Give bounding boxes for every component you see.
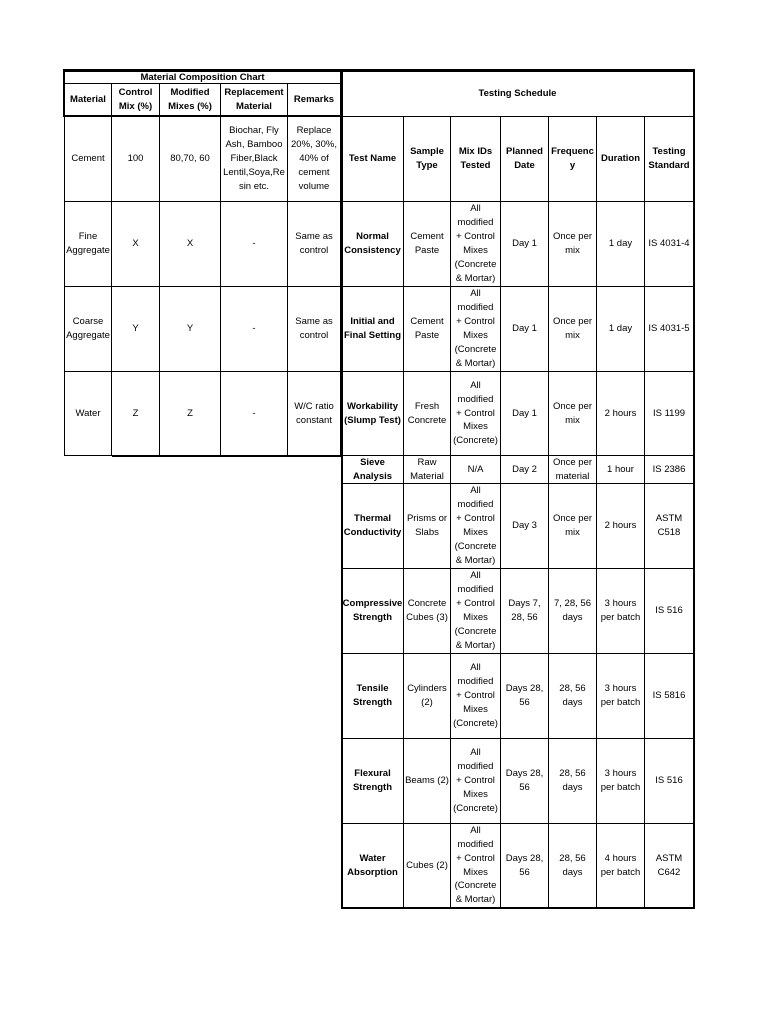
divider-vertical	[341, 69, 343, 909]
testing-cell[interactable]: Sieve Analysis	[342, 456, 404, 484]
testing-cell[interactable]: All modified + Control Mixes (Concrete & Mortar)	[451, 287, 501, 372]
testing-cell[interactable]: Cubes (2)	[404, 824, 451, 908]
testing-cell[interactable]: Workability (Slump Test)	[342, 372, 404, 456]
testing-cell[interactable]: 28, 56 days	[549, 739, 597, 824]
composition-header[interactable]: Replacement Material	[221, 84, 288, 117]
testing-header[interactable]: Frequenc y	[549, 117, 597, 202]
testing-cell[interactable]: Water Absorption	[342, 824, 404, 908]
composition-cell[interactable]: Z	[112, 372, 160, 456]
composition-cell[interactable]: 100	[112, 117, 160, 202]
testing-cell[interactable]: N/A	[451, 456, 501, 484]
testing-cell[interactable]: Days 28, 56	[501, 824, 549, 908]
testing-bottom-border	[341, 907, 695, 909]
testing-cell[interactable]: 1 day	[597, 287, 645, 372]
testing-cell[interactable]: IS 1199	[645, 372, 694, 456]
testing-cell[interactable]: Flexural Strength	[342, 739, 404, 824]
composition-cell[interactable]: W/C ratio constant	[288, 372, 341, 456]
testing-header[interactable]: Mix IDs Tested	[451, 117, 501, 202]
testing-cell[interactable]: 1 day	[597, 202, 645, 287]
testing-cell[interactable]: Tensile Strength	[342, 654, 404, 739]
testing-cell[interactable]: Once per mix	[549, 287, 597, 372]
composition-cell[interactable]: X	[112, 202, 160, 287]
composition-header[interactable]: Control Mix (%)	[112, 84, 160, 117]
composition-cell[interactable]: Y	[160, 287, 221, 372]
testing-cell[interactable]: Days 28, 56	[501, 654, 549, 739]
testing-cell[interactable]: IS 2386	[645, 456, 694, 484]
testing-cell[interactable]: 3 hours per batch	[597, 569, 645, 654]
testing-cell[interactable]: Prisms or Slabs	[404, 484, 451, 569]
testing-cell[interactable]: Day 3	[501, 484, 549, 569]
composition-cell[interactable]: Water	[64, 372, 112, 456]
testing-cell[interactable]: All modified + Control Mixes (Concrete & Mortar)	[451, 824, 501, 908]
testing-cell[interactable]: Day 1	[501, 287, 549, 372]
testing-cell[interactable]: Normal Consistency	[342, 202, 404, 287]
testing-cell[interactable]: Fresh Concrete	[404, 372, 451, 456]
composition-cell[interactable]: 80,70, 60	[160, 117, 221, 202]
composition-cell[interactable]: Replace 20%, 30%, 40% of cement volume	[288, 117, 341, 202]
testing-cell[interactable]: Cylinders (2)	[404, 654, 451, 739]
testing-header[interactable]: Test Name	[342, 117, 404, 202]
testing-cell[interactable]: ASTM C518	[645, 484, 694, 569]
testing-cell[interactable]: All modified + Control Mixes (Concrete & Mortar)	[451, 484, 501, 569]
testing-right-border	[693, 69, 695, 909]
composition-cell[interactable]: Coarse Aggregate	[64, 287, 112, 372]
composition-header[interactable]: Modified Mixes (%)	[160, 84, 221, 117]
composition-cell[interactable]: -	[221, 372, 288, 456]
testing-cell[interactable]: Once per mix	[549, 484, 597, 569]
testing-cell[interactable]: Initial and Final Setting	[342, 287, 404, 372]
testing-cell[interactable]: 1 hour	[597, 456, 645, 484]
composition-left-border-top	[63, 69, 65, 117]
testing-cell[interactable]: All modified + Control Mixes (Concrete)	[451, 739, 501, 824]
composition-header[interactable]: Material	[64, 84, 112, 117]
testing-cell[interactable]: 7, 28, 56 days	[549, 569, 597, 654]
testing-cell[interactable]: Cement Paste	[404, 287, 451, 372]
testing-cell[interactable]: Once per mix	[549, 202, 597, 287]
testing-header[interactable]: Duration	[597, 117, 645, 202]
testing-cell[interactable]: Days 28, 56	[501, 739, 549, 824]
testing-header[interactable]: Sample Type	[404, 117, 451, 202]
testing-cell[interactable]: 2 hours	[597, 484, 645, 569]
testing-cell[interactable]: Cement Paste	[404, 202, 451, 287]
testing-cell[interactable]: Day 2	[501, 456, 549, 484]
testing-cell[interactable]: 4 hours per batch	[597, 824, 645, 908]
testing-cell[interactable]: Compressive Strength	[342, 569, 404, 654]
composition-cell[interactable]: -	[221, 287, 288, 372]
composition-cell[interactable]: Biochar, Fly Ash, Bamboo Fiber,Black Lentil,Soya,Re sin etc.	[221, 117, 288, 202]
composition-cell[interactable]: Y	[112, 287, 160, 372]
testing-cell[interactable]: Once per mix	[549, 372, 597, 456]
composition-cell[interactable]: -	[221, 202, 288, 287]
testing-cell[interactable]: All modified + Control Mixes (Concrete & Mortar)	[451, 202, 501, 287]
testing-cell[interactable]: IS 516	[645, 739, 694, 824]
testing-cell[interactable]: Beams (2)	[404, 739, 451, 824]
testing-cell[interactable]: 3 hours per batch	[597, 654, 645, 739]
composition-cell[interactable]: X	[160, 202, 221, 287]
composition-cell[interactable]: Fine Aggregate	[64, 202, 112, 287]
testing-cell[interactable]: Concrete Cubes (3)	[404, 569, 451, 654]
testing-cell[interactable]: Once per material	[549, 456, 597, 484]
testing-cell[interactable]: Day 1	[501, 372, 549, 456]
composition-header[interactable]: Remarks	[288, 84, 341, 117]
composition-title[interactable]: Material Composition Chart	[64, 71, 341, 84]
table-top-border	[63, 69, 695, 71]
testing-cell[interactable]: 28, 56 days	[549, 654, 597, 739]
testing-cell[interactable]: 3 hours per batch	[597, 739, 645, 824]
testing-cell[interactable]: IS 4031-5	[645, 287, 694, 372]
composition-cell[interactable]: Same as control	[288, 287, 341, 372]
testing-header[interactable]: Planned Date	[501, 117, 549, 202]
testing-cell[interactable]: All modified + Control Mixes (Concrete)	[451, 372, 501, 456]
testing-cell[interactable]: Thermal Conductivity	[342, 484, 404, 569]
testing-cell[interactable]: Day 1	[501, 202, 549, 287]
testing-cell[interactable]: IS 4031-4	[645, 202, 694, 287]
testing-cell[interactable]: All modified + Control Mixes (Concrete & Mortar)	[451, 569, 501, 654]
testing-cell[interactable]: 28, 56 days	[549, 824, 597, 908]
testing-cell[interactable]: ASTM C642	[645, 824, 694, 908]
testing-cell[interactable]: IS 5816	[645, 654, 694, 739]
testing-cell[interactable]: Raw Material	[404, 456, 451, 484]
composition-bottom-border	[112, 455, 343, 457]
composition-cell[interactable]: Z	[160, 372, 221, 456]
testing-cell[interactable]: IS 516	[645, 569, 694, 654]
composition-header-bottom	[63, 115, 342, 117]
testing-header[interactable]: Testing Standard	[645, 117, 694, 202]
testing-title[interactable]: Testing Schedule	[342, 71, 694, 117]
testing-cell[interactable]: Days 7, 28, 56	[501, 569, 549, 654]
testing-cell[interactable]: All modified + Control Mixes (Concrete)	[451, 654, 501, 739]
composition-cell[interactable]: Cement	[64, 117, 112, 202]
testing-cell[interactable]: 2 hours	[597, 372, 645, 456]
composition-cell[interactable]: Same as control	[288, 202, 341, 287]
